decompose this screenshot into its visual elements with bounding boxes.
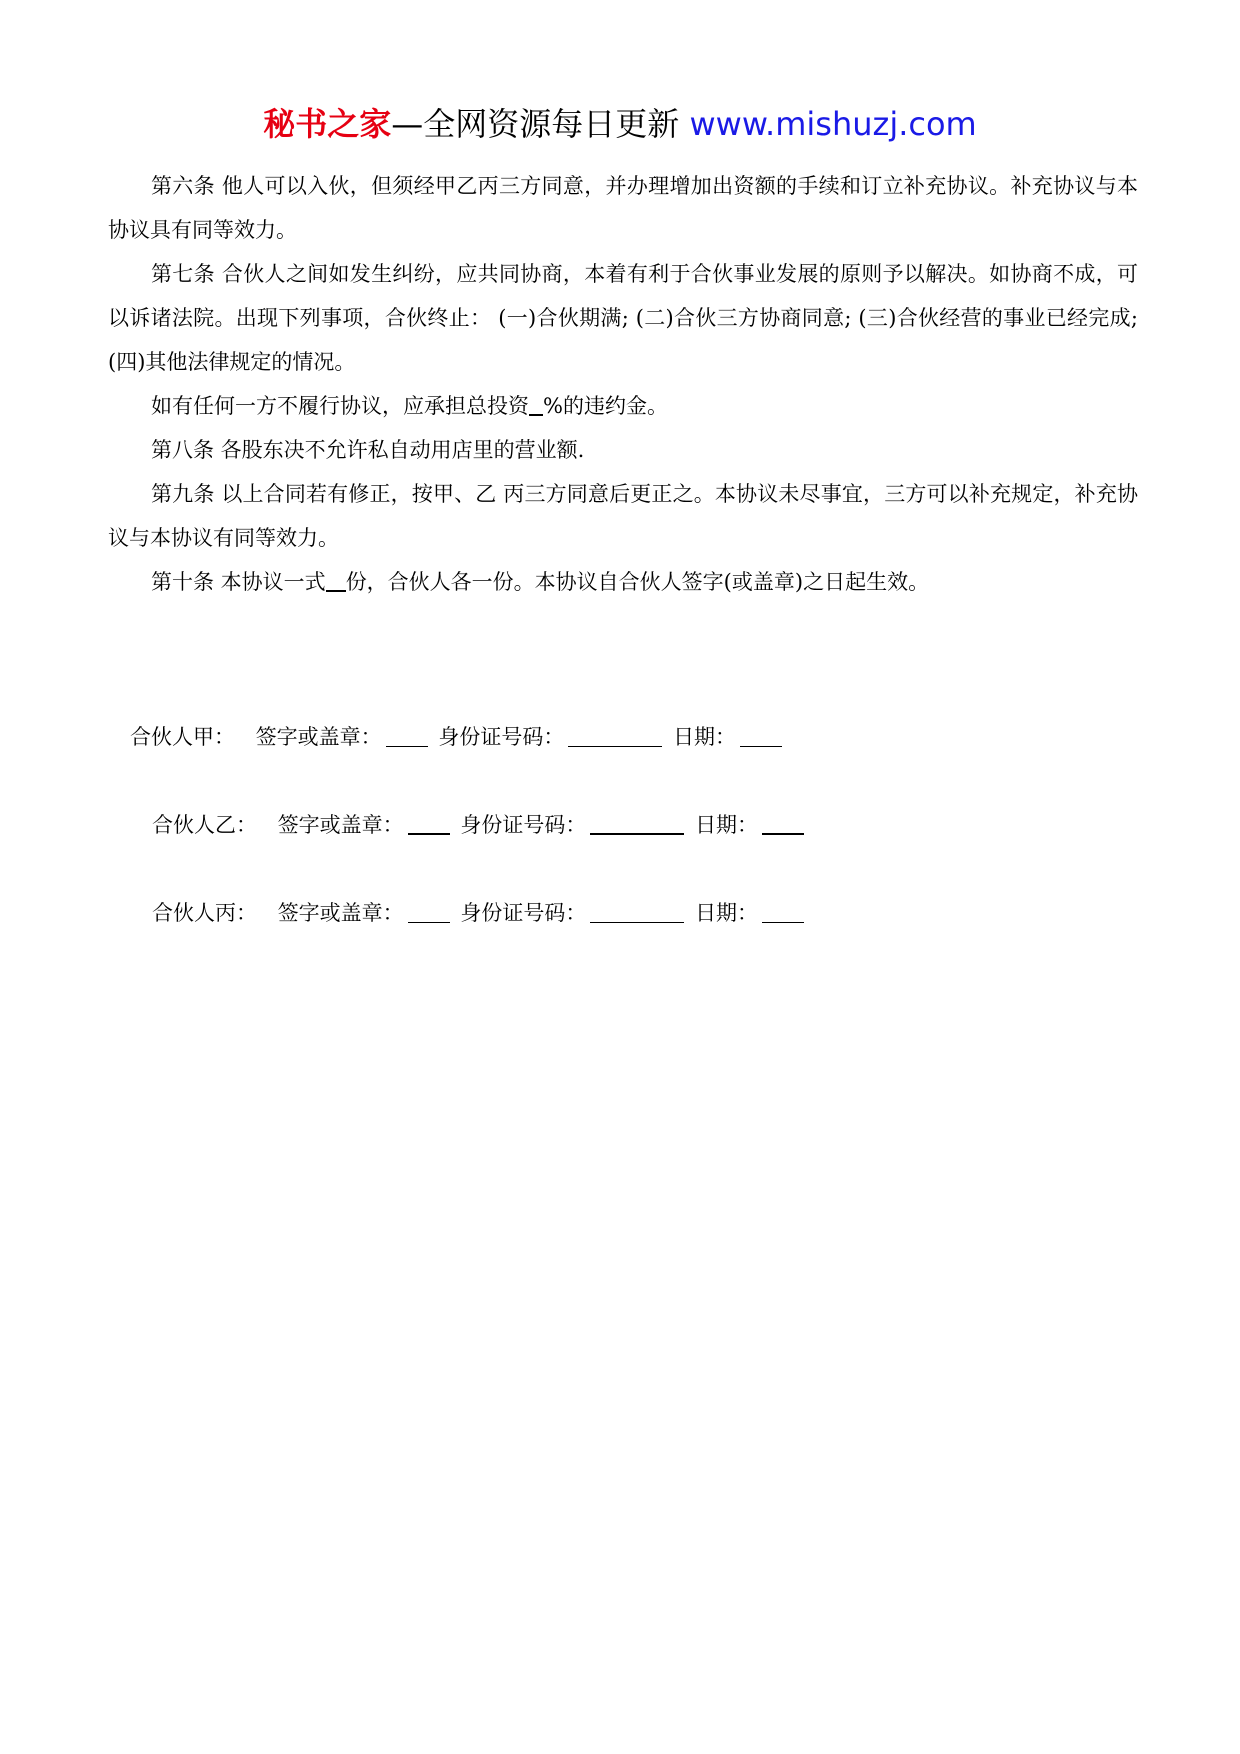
site-url-link[interactable]: www.mishuzj.com bbox=[689, 105, 977, 143]
signature-row-partner-c bbox=[152, 898, 808, 928]
partner-a-label: 合伙人甲： bbox=[130, 725, 235, 749]
date-line bbox=[762, 811, 804, 835]
penalty-blank bbox=[529, 392, 543, 416]
penalty-text-after: %的违约金。 bbox=[543, 394, 668, 418]
date-label: 日期： bbox=[673, 725, 737, 749]
sign-label: 签字或盖章： bbox=[277, 813, 404, 837]
id-line bbox=[590, 900, 684, 923]
date-label: 日期： bbox=[695, 901, 759, 925]
article-8: 第八条 各股东决不允许私自动用店里的营业额. bbox=[151, 438, 585, 462]
article-7: 第七条 合伙人之间如发生纠纷，应共同协商，本着有利于合伙事业发展的原则予以解决。如协商不成，可以诉诸法院。出现下列事项，合伙终止： (一)合伙期满; (二)合伙三方协商同意; (三)合伙经营的事业已经完成; (四)其他法律规定的情况。 bbox=[108, 262, 1138, 374]
date-label: 日期： bbox=[695, 813, 759, 837]
penalty-clause bbox=[108, 384, 1138, 428]
article-10-after: 份，合伙人各一份。本协议自合伙人签字(或盖章)之日起生效。 bbox=[345, 570, 930, 594]
article-10 bbox=[108, 560, 1138, 604]
sign-line bbox=[408, 811, 450, 835]
sign-line bbox=[408, 900, 450, 923]
date-line bbox=[762, 900, 804, 923]
id-line bbox=[568, 724, 662, 747]
sign-label: 签字或盖章： bbox=[255, 725, 382, 749]
copies-blank bbox=[326, 568, 346, 592]
article-6: 第六条 他人可以入伙，但须经甲乙丙三方同意，并办理增加出资额的手续和订立补充协议。补充协议与本协议具有同等效力。 bbox=[108, 174, 1138, 242]
article-10-before: 第十条 本协议一式 bbox=[151, 570, 326, 594]
id-label: 身份证号码： bbox=[460, 901, 587, 925]
signature-row-partner-a bbox=[130, 722, 786, 752]
signature-row-partner-b bbox=[152, 810, 808, 840]
agreement-body bbox=[108, 164, 1138, 604]
brand-name: 秘书之家 bbox=[263, 105, 392, 143]
sign-line bbox=[386, 724, 428, 747]
site-header bbox=[0, 102, 1240, 146]
id-label: 身份证号码： bbox=[460, 813, 587, 837]
partner-c-label: 合伙人丙： bbox=[152, 901, 257, 925]
penalty-text-before: 如有任何一方不履行协议，应承担总投资 bbox=[151, 394, 529, 418]
date-line bbox=[740, 724, 782, 747]
id-line bbox=[590, 811, 684, 835]
id-label: 身份证号码： bbox=[438, 725, 565, 749]
partner-b-label: 合伙人乙： bbox=[152, 813, 257, 837]
article-9: 第九条 以上合同若有修正，按甲、乙 丙三方同意后更正之。本协议未尽事宜，三方可以补充规定，补充协议与本协议有同等效力。 bbox=[108, 482, 1138, 550]
header-tagline: —全网资源每日更新 bbox=[391, 105, 680, 143]
sign-label: 签字或盖章： bbox=[277, 901, 404, 925]
